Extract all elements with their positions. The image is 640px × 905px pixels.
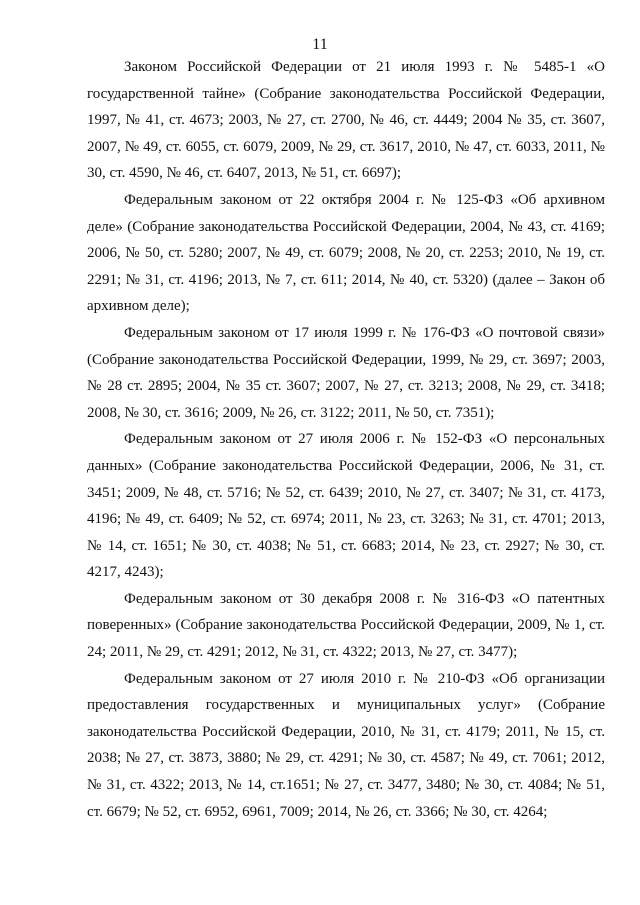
paragraph-patent-attorneys-law: Федеральным законом от 30 декабря 2008 г. № 316-ФЗ «О патентных поверенных» (Собрание законодательства Российской Федерации, 2009, № 1, ст. 24; 2011, № 29, ст. 4291; 2012, № 31, ст. 4322; 2013, № 27, ст. 3477); — [87, 590, 605, 661]
paragraph-state-secret-law: Законом Российской Федерации от 21 июля 1993 г. № 5485-1 «О государственной тайне» (Собрание законодательства Российской Федерации, 1997, № 41, ст. 4673; 2003, № 27, ст. 2700, № 46, ст. 4449; 2004 № 35, ст. 3607, 2007, № 49, ст. 6055, ст. 6079, 2009, № 29, ст. 3617, 2010, № 47, ст. 6033, 2011, № 30, ст. 4590, № 46, ст. 6407, 2013, № 51, ст. 6697); — [87, 59, 605, 182]
paragraph-personal-data-law: Федеральным законом от 27 июля 2006 г. № 152-ФЗ «О персональных данных» (Собрание законодательства Российской Федерации, 2006, № 31, ст. 3451; 2009, № 48, ст. 5716; № 52, ст. 6439; 2010, № 27, ст. 3407; № 31, ст. 4173, 4196; № 49, ст. 6409; № 52, ст. 6974; 2011, № 23, ст. 3263; № 31, ст. 4701; 2013, № 14, ст. 1651; № 30, ст. 4038; № 51, ст. 6683; 2014, № 23, ст. 2927; № 30, ст. 4217, 4243); — [87, 431, 605, 581]
document-body — [87, 54, 605, 825]
paragraph-postal-law: Федеральным законом от 17 июля 1999 г. № 176-ФЗ «О почтовой связи» (Собрание законодательства Российской Федерации, 1999, № 29, ст. 3697; 2003, № 28 ст. 2895; 2004, № 35 ст. 3607; 2007, № 27, ст. 3213; 2008, № 29, ст. 3418; 2008, № 30, ст. 3616; 2009, № 26, ст. 3122; 2011, № 50, ст. 7351); — [87, 324, 605, 421]
paragraph-archive-law: Федеральным законом от 22 октября 2004 г. № 125-ФЗ «Об архивном деле» (Собрание законодательства Российской Федерации, 2004, № 43, ст. 4169; 2006, № 50, ст. 5280; 2007, № 49, ст. 6079; 2008, № 20, ст. 2253; 2010, № 19, ст. 2291; № 31, ст. 4196; 2013, № 7, ст. 611; 2014, № 40, ст. 5320) (далее – Закон об архивном деле); — [87, 191, 605, 315]
paragraph-public-services-law: Федеральным законом от 27 июля 2010 г. № 210-ФЗ «Об организации предоставления государственных и муниципальных услуг» (Собрание законодательства Российской Федерации, 2010, № 31, ст. 4179; 2011, № 15, ст. 2038; № 27, ст. 3873, 3880; № 29, ст. 4291; № 30, ст. 4587; № 49, ст. 7061; 2012, № 31, ст. 4322; 2013, № 14, ст.1651; № 27, ст. 3477, 3480; № 30, ст. 4084; № 51, ст. 6679; № 52, ст. 6952, 6961, 7009; 2014, № 26, ст. 3366; № 30, ст. 4264; — [87, 670, 605, 820]
page-number: 11 — [312, 36, 328, 53]
